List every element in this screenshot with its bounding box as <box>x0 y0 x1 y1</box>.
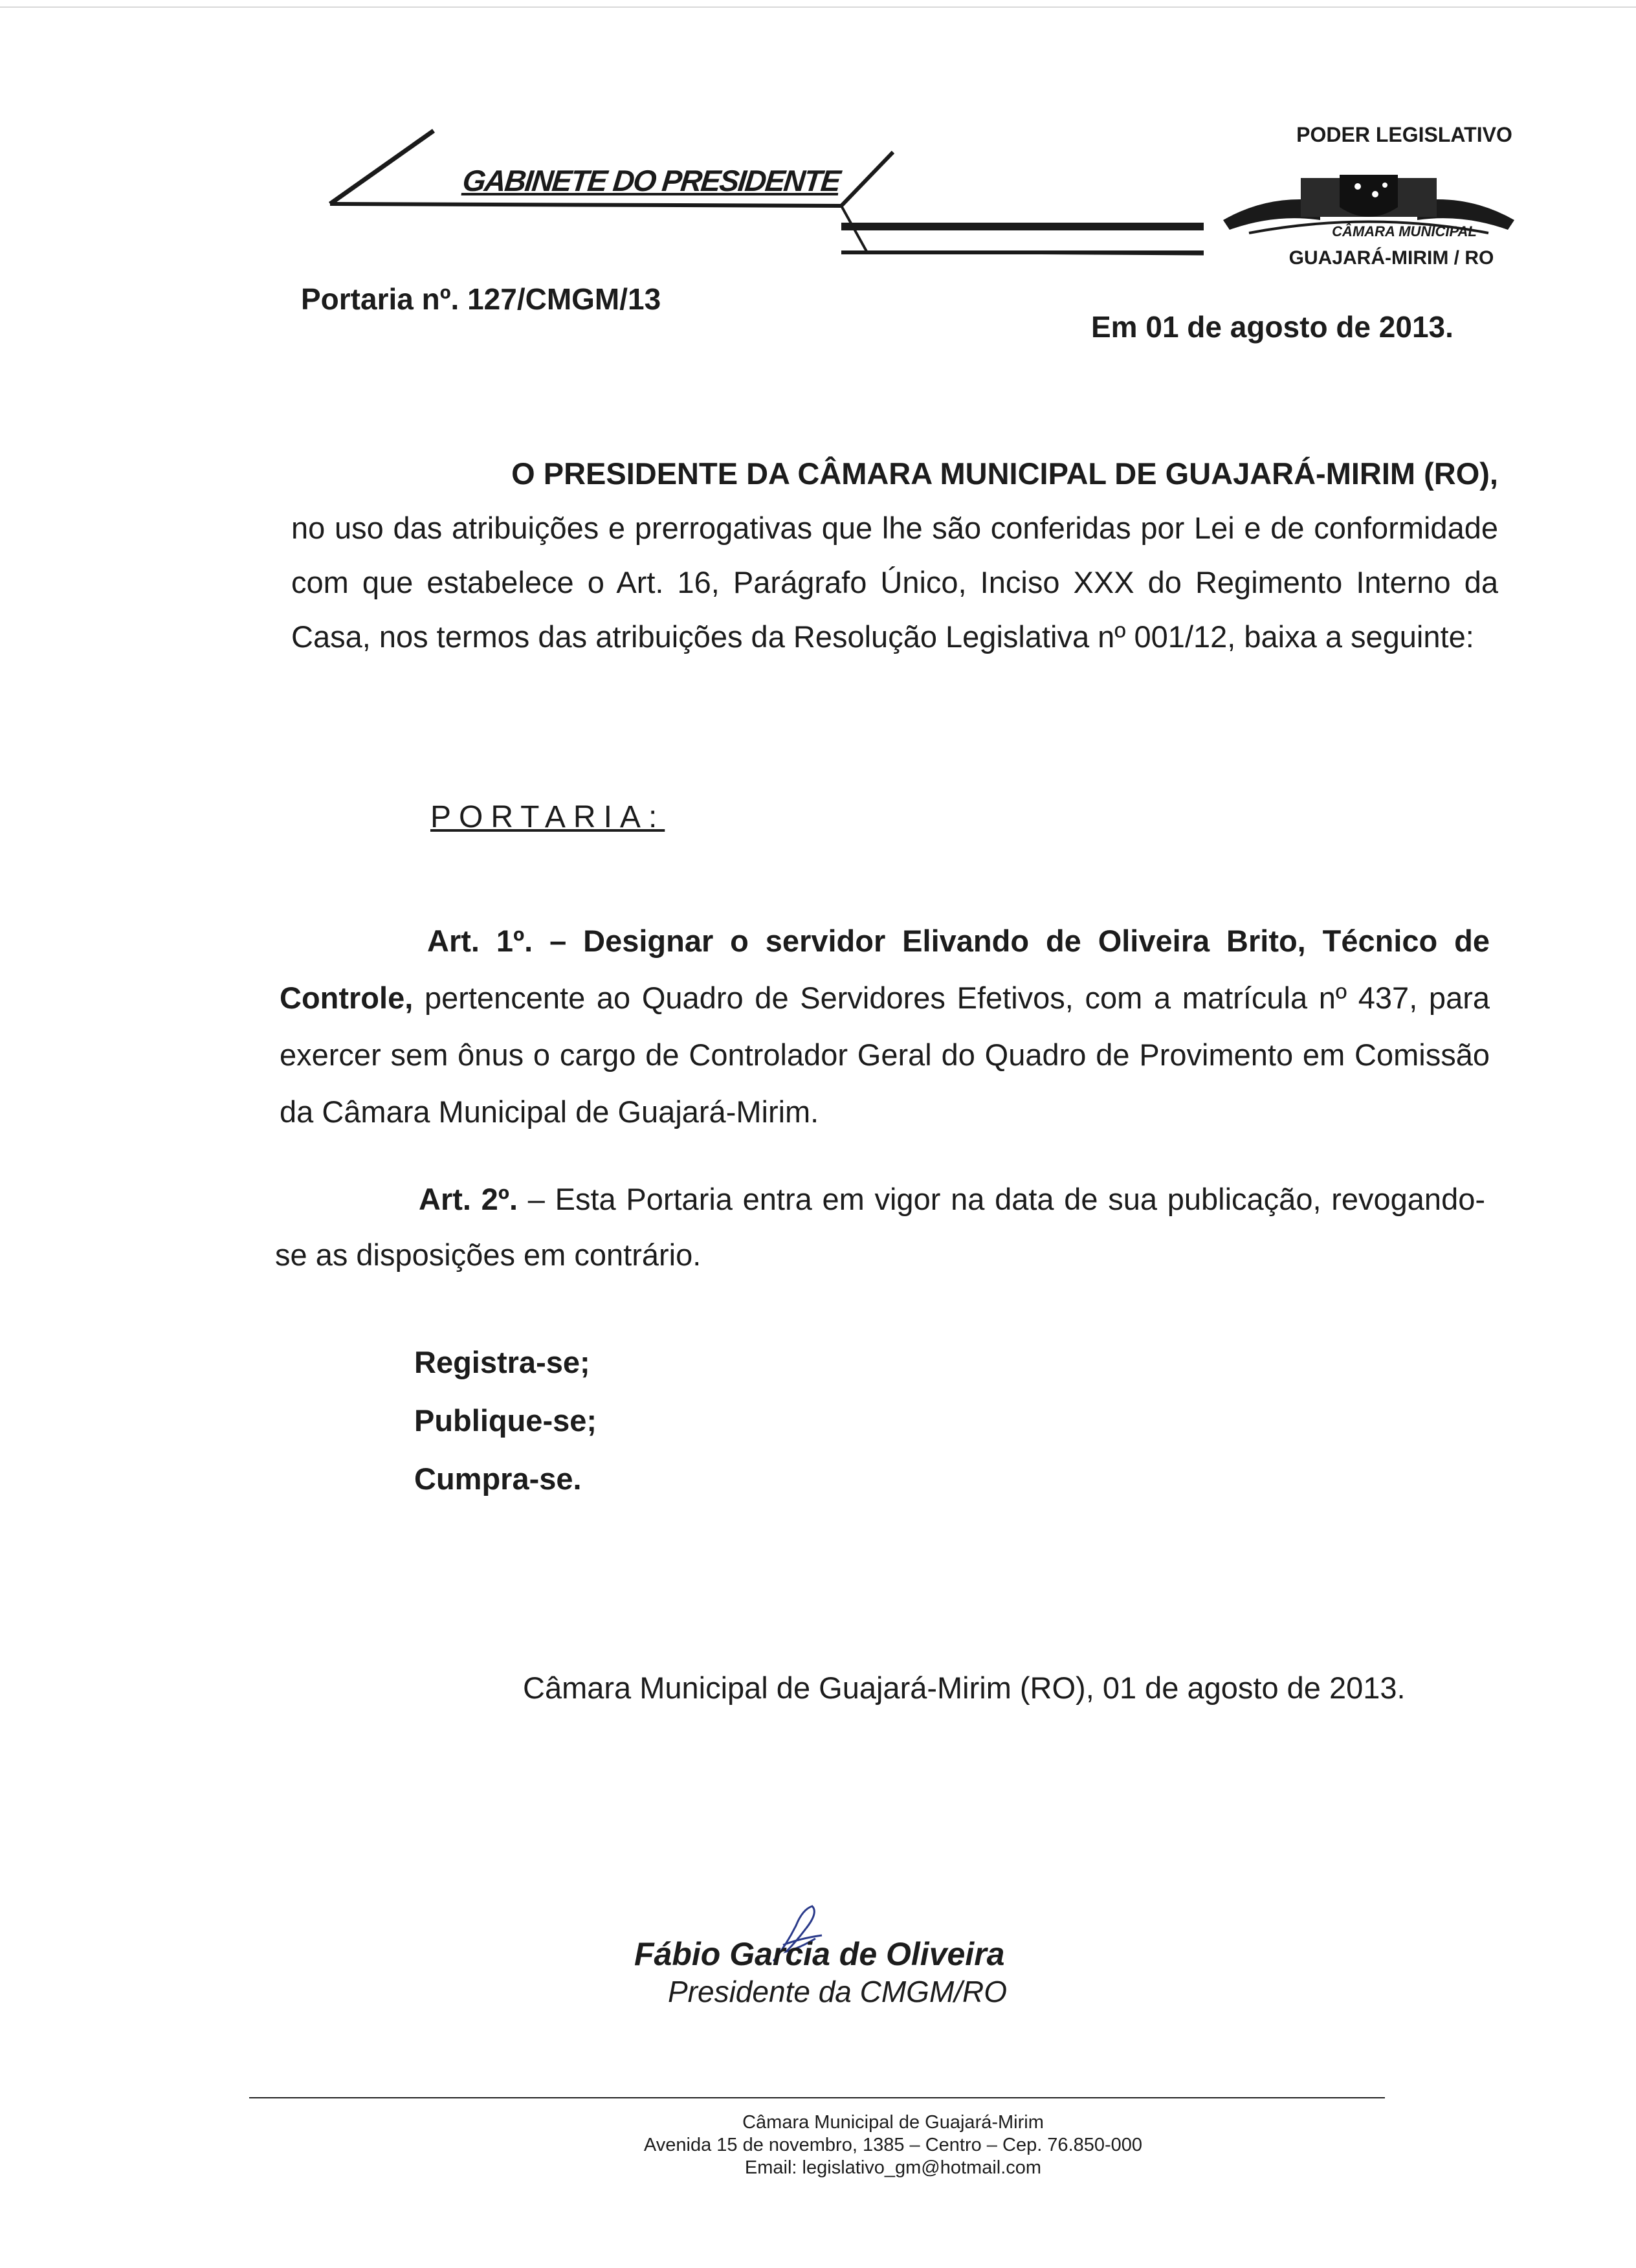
footer-divider <box>249 2097 1385 2098</box>
seal-text-top: PODER LEGISLATIVO <box>1296 123 1512 146</box>
intro-paragraph <box>291 447 1498 664</box>
signer-role: Presidente da CMGM/RO <box>668 1975 1008 2008</box>
article-1-text: pertencente ao Quadro de Servidores Efetivos, com a matrícula nº 437, para exercer sem ônus o cargo de Controlador Geral do Quadro de Provimento em Comissão da Câmara Municipal de Guajará-Mirim. <box>280 981 1490 1129</box>
office-label: GABINETE DO PRESIDENTE <box>461 164 841 197</box>
seal-text-bottom: GUAJARÁ-MIRIM / RO <box>1288 247 1494 269</box>
article-2-label: Art. 2º. <box>419 1182 518 1216</box>
place-and-date: Câmara Municipal de Guajará-Mirim (RO), 01 de agosto de 2013. <box>523 1671 1406 1705</box>
closing-line: Registra-se; <box>414 1345 590 1379</box>
closing-line: Publique-se; <box>414 1403 597 1438</box>
article-1 <box>280 913 1490 1140</box>
article-2 <box>275 1172 1485 1283</box>
closing-formulas <box>414 1333 597 1508</box>
article-1-bold: Designar o servidor Elivando de Oliveira Brito, Técnico de Controle, <box>280 924 1490 1015</box>
document-date: Em 01 de agosto de 2013. <box>1091 310 1454 344</box>
seal-text-middle: CÂMARA MUNICIPAL <box>1332 223 1477 239</box>
scan-edge-line <box>0 6 1636 8</box>
article-2-text: – Esta Portaria entra em vigor na data de sua publicação, revogando-se as disposições em contrário. <box>275 1182 1486 1272</box>
intro-body: no uso das atribuições e prerrogativas que lhe são conferidas por Lei e de conformidade com que estabelece o Art. 16, Parágrafo Único, Inciso XXX do Regimento Interno da Casa, nos termos das atribuições da Resolução Legislativa nº 001/12, baixa a seguinte: <box>291 511 1498 654</box>
article-1-label: Art. 1º. – <box>427 924 567 958</box>
letterhead <box>311 123 1553 291</box>
footer-line-1: Câmara Municipal de Guajará-Mirim <box>742 2112 1044 2133</box>
signer-name: Fábio Garcia de Oliveira <box>634 1936 1005 1972</box>
document-number: Portaria nº. 127/CMGM/13 <box>301 282 661 316</box>
closing-line: Cumpra-se. <box>414 1462 582 1496</box>
footer-email: Email: legislativo_gm@hotmail.com <box>744 2157 1042 2178</box>
intro-lead: O PRESIDENTE DA CÂMARA MUNICIPAL DE GUAJARÁ-MIRIM (RO), <box>511 456 1498 491</box>
footer <box>518 2111 1268 2179</box>
footer-line-2: Avenida 15 de novembro, 1385 – Centro – Cep. 76.850-000 <box>643 2135 1143 2155</box>
section-heading: PORTARIA: <box>430 800 665 834</box>
